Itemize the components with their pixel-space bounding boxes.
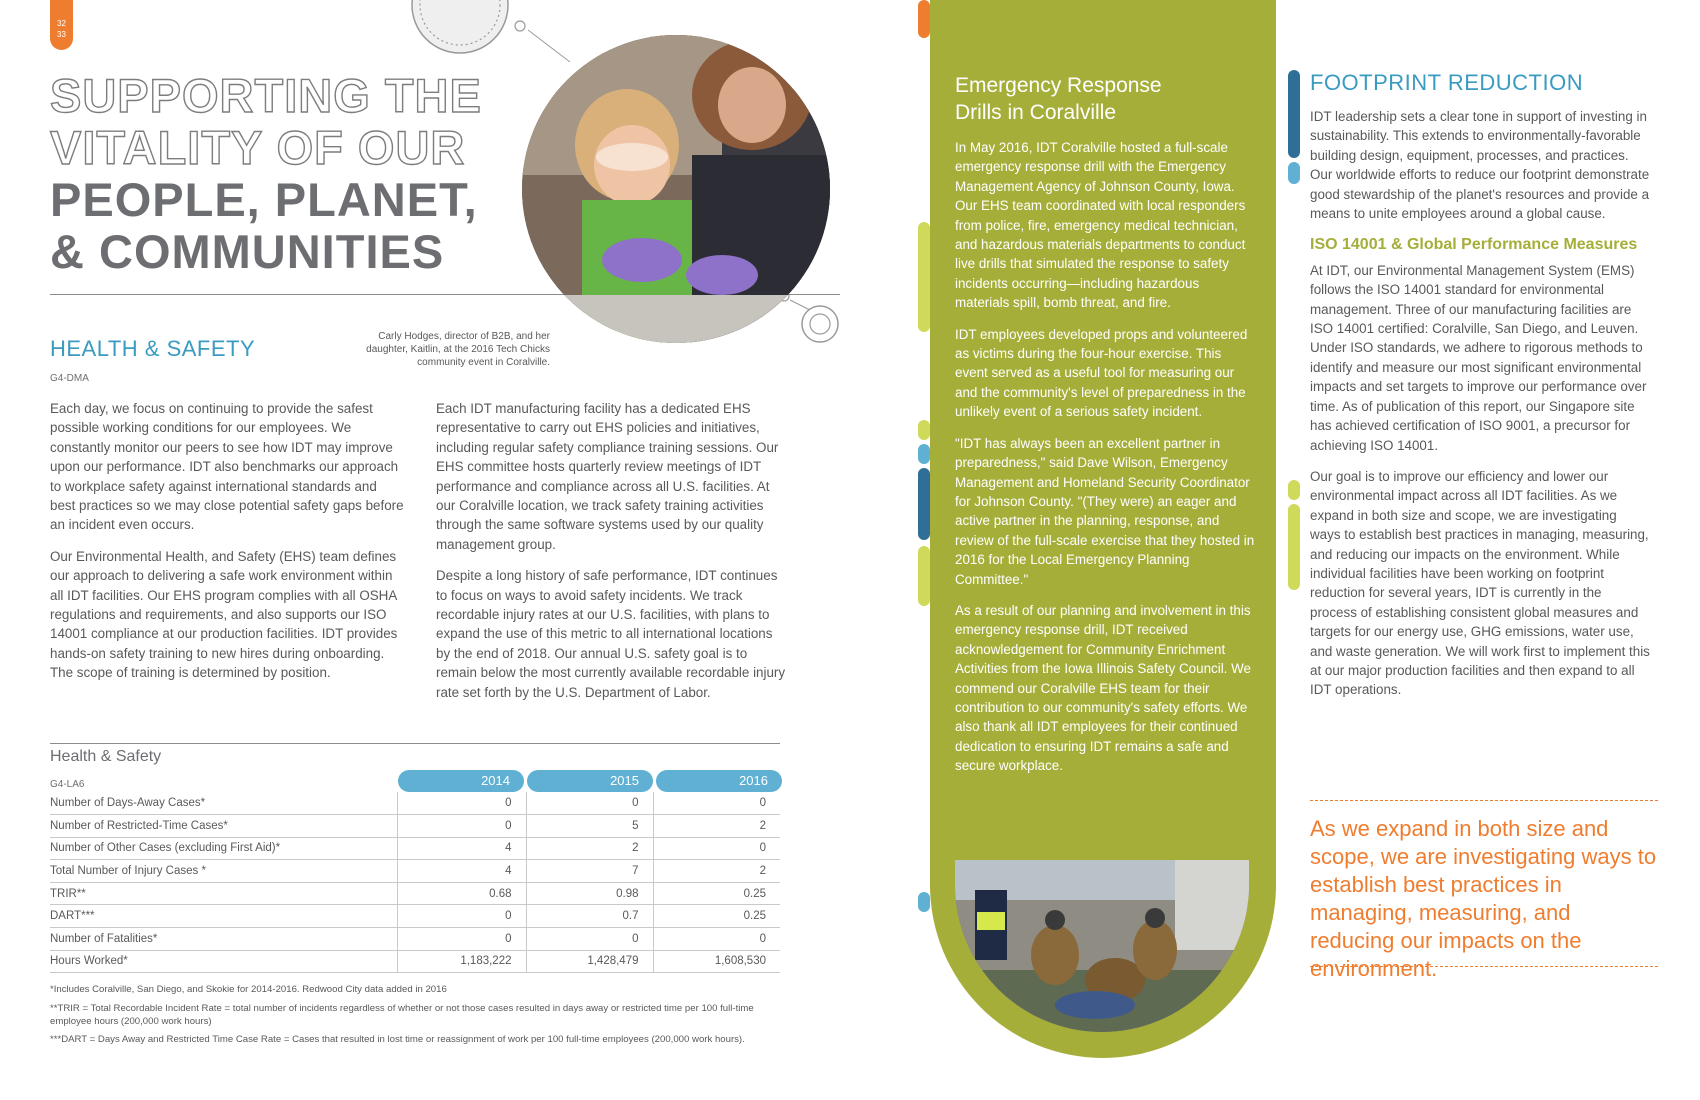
photo-tech-chicks-event: [522, 35, 830, 343]
emergency-heading: [955, 72, 1255, 126]
table-row: [50, 792, 780, 815]
gri-code-dma: G4-DMA: [50, 373, 89, 384]
cell-value: 0: [526, 928, 653, 951]
paragraph: In May 2016, IDT Coralville hosted a full-scale emergency response drill with the Emergency Management Agency of Johnson County, Iowa. Our EHS team coordinated with local responders from police, fire, emergency medical technician, and hazardous materials departments to conduct live drills that simulated the response to safety incidents occurring—including hazardous materials spill, bomb threat, and fire.: [955, 140, 1246, 311]
table-row: [50, 928, 780, 951]
row-label: Number of Other Cases (excluding First Aid)*: [50, 837, 397, 860]
title-line-1: SUPPORTING THE: [50, 69, 482, 122]
paragraph: Our Environmental Health, and Safety (EHS) team defines our approach to delivering a safe work environment within all IDT facilities. Our EHS program complies with all OSHA regulations and requirements, and also supports our ISO 14001 compliance at our production facilities. IDT provides hands-on safety training to new hires during onboarding. The scope of training is determined by position.: [50, 548, 398, 681]
table-title: Health & Safety: [50, 748, 162, 765]
decorative-pill: [918, 892, 930, 912]
emergency-heading-line-2: Drills in Coralville: [955, 101, 1117, 124]
paragraph: At IDT, our Environmental Management System (EMS) follows the ISO 14001 standard for environmental management. Three of our manufacturing facilities are ISO 14001 certified: Coralville, San Diego, and Leuven. Under ISO standards, we adhere to rigorous methods to identify and measure our most significant environmental impacts and set targets to improve our performance over time. As of publication of this report, our Singapore site has achieved certification of ISO 9001, a precursor for achieving ISO 14001.: [1310, 262, 1647, 453]
row-label: Total Number of Injury Cases *: [50, 860, 397, 883]
paragraph: IDT leadership sets a clear tone in support of investing in sustainability. This extends to environmentally-favorable building design, equipment, processes, and practices. Our worldwide efforts to reduce our footprint demonstrate good stewardship of the planet's resources and provide a means to unite employees around a global cause.: [1310, 109, 1650, 222]
decorative-pill: [1288, 162, 1300, 184]
row-label: DART***: [50, 905, 397, 928]
cell-value: 0: [653, 928, 780, 951]
page-title: [50, 70, 482, 278]
health-safety-col1: [50, 399, 405, 695]
emergency-heading-line-1: Emergency Response: [955, 74, 1162, 97]
title-line-4: & COMMUNITIES: [50, 225, 445, 278]
row-label: TRIR**: [50, 882, 397, 905]
footprint-body: [1310, 107, 1650, 712]
footprint-heading: FOOTPRINT REDUCTION: [1310, 70, 1584, 95]
page-number-left: 32: [57, 19, 66, 28]
photo-caption: Carly Hodges, director of B2B, and her daughter, Kaitlin, at the 2016 Tech Chicks community event in Coralville.: [366, 331, 550, 368]
cell-value: 7: [526, 860, 653, 883]
cell-value: 0.68: [397, 882, 526, 905]
decorative-pill: [1288, 70, 1300, 158]
cell-value: 2: [653, 815, 780, 838]
decorative-pill: [918, 222, 930, 332]
decorative-pill: [918, 0, 930, 38]
decorative-pill: [918, 420, 930, 440]
cell-value: 1,428,479: [526, 950, 653, 973]
year-header: 2015: [527, 770, 653, 792]
cell-value: 0.25: [653, 905, 780, 928]
paragraph: Each day, we focus on continuing to provide the safest possible working conditions for our employees. We constantly monitor our peers to see how IDT may improve upon our performance. IDT also benchmarks our approach to workplace safety against international standards and best practices so we may close potential safety gaps before an incident even occurs.: [50, 401, 404, 533]
gri-code-la6: G4-LA6: [50, 779, 85, 790]
iso-heading: ISO 14001 & Global Performance Measures: [1310, 236, 1638, 254]
row-label: Number of Days-Away Cases*: [50, 792, 397, 815]
footnote: *Includes Coralville, San Diego, and Skokie for 2014-2016. Redwood City data added in 2016: [50, 984, 447, 995]
table-row: [50, 882, 780, 905]
table-divider: [50, 743, 780, 744]
cell-value: 2: [653, 860, 780, 883]
cell-value: 1,183,222: [397, 950, 526, 973]
row-label: Number of Fatalities*: [50, 928, 397, 951]
health-safety-heading: HEALTH & SAFETY: [50, 336, 256, 361]
cell-value: 0: [397, 815, 526, 838]
row-label: Number of Restricted-Time Cases*: [50, 815, 397, 838]
cell-value: 1,608,530: [653, 950, 780, 973]
pull-quote: As we expand in both size and scope, we are investigating ways to establish best practices in managing, measuring, and reducing our impacts on the environment.: [1310, 816, 1657, 981]
decorative-pill: [1288, 504, 1300, 590]
footnote: ***DART = Days Away and Restricted Time Case Rate = Cases that resulted in lost time or reassignment of work per 100 full-time employees (200,000 work hours).: [50, 1034, 745, 1045]
cell-value: 0: [397, 792, 526, 815]
cell-value: 2: [526, 837, 653, 860]
title-line-3: PEOPLE, PLANET,: [50, 173, 478, 226]
cell-value: 0.7: [526, 905, 653, 928]
decorative-pill: [1288, 480, 1300, 500]
table-row: [50, 905, 780, 928]
paragraph: Despite a long history of safe performance, IDT continues to focus on ways to avoid safety incidents. We track recordable injury rates at our U.S. facilities, with plans to expand the use of this metric to all international locations by the end of 2018. Our annual U.S. safety goal is to remain below the most currently available recordable injury rate set forth by the U.S. Department of Labor.: [436, 568, 786, 700]
pull-quote-rule-bottom: [1310, 966, 1658, 967]
health-safety-col2: [436, 399, 786, 714]
table-row: [50, 950, 780, 973]
table-footnotes: [50, 983, 780, 1046]
cell-value: 0.98: [526, 882, 653, 905]
cell-value: 4: [397, 860, 526, 883]
cell-value: 4: [397, 837, 526, 860]
year-header: 2016: [656, 770, 782, 792]
decorative-pill: [918, 546, 930, 606]
paragraph: IDT employees developed props and volunteered as victims during the four-hour exercise. This event served as a useful tool for measuring our and the community's level of preparedness in the unlikely event of a serious safety incident.: [955, 326, 1248, 420]
pull-quote-rule-top: [1310, 800, 1658, 801]
paragraph: As a result of our planning and involvement in this emergency response drill, IDT received acknowledgement for Community Enrichment Activities from the Iowa Illinois Safety Council. We commend our Coralville EHS team for their contribution to our community's safety efforts. We also thank all IDT employees for their continued dedication to ensuring IDT remains a safe and secure workplace.: [955, 602, 1251, 774]
page-number-right: 33: [57, 30, 66, 39]
health-safety-table: [50, 792, 780, 973]
cell-value: 0.25: [653, 882, 780, 905]
emergency-body: [955, 138, 1257, 788]
paragraph: Our goal is to improve our efficiency and lower our environmental impact across all IDT facilities. As we expand in both size and scope, we are investigating ways to establish best practices in managing, measuring, and reducing our impacts on the environment. While individual facilities have been working on footprint reduction for several years, IDT is currently in the process of establishing consistent global measures and targets for our energy use, GHG emissions, water use, and waste generation. We will work first to implement this at our major production facilities and then expand to all IDT operations.: [1310, 468, 1650, 698]
cell-value: 0: [653, 792, 780, 815]
table-row: [50, 837, 780, 860]
paragraph: "IDT has always been an excellent partner in preparedness," said Dave Wilson, Emergency Management and Homeland Security Coordinator for Johnson County. "(They were) an eager and active partner in the planning, response, and review of the full-scale exercise that they hosted in 2016 for the Local Emergency Planning Committee.": [955, 435, 1255, 587]
cell-value: 0: [653, 837, 780, 860]
cell-value: 0: [397, 905, 526, 928]
year-header: 2014: [398, 770, 524, 792]
row-label: Hours Worked*: [50, 950, 397, 973]
cell-value: 0: [526, 792, 653, 815]
table-row: [50, 815, 780, 838]
cell-value: 5: [526, 815, 653, 838]
title-line-2: VITALITY OF OUR: [50, 121, 466, 174]
footnote: **TRIR = Total Recordable Incident Rate = total number of incidents regardless of whether or not those cases resulted in days away or restricted time per 100 full-time employee hours (200,000 work hours): [50, 1003, 754, 1027]
cell-value: 0: [397, 928, 526, 951]
table-row: [50, 860, 780, 883]
decorative-pill: [918, 444, 930, 464]
decorative-pill: [918, 468, 930, 540]
paragraph: Each IDT manufacturing facility has a dedicated EHS representative to carry out EHS policies and initiatives, including regular safety compliance training sessions. Our EHS committee hosts quarterly review meetings of IDT performance and compliance across all U.S. facilities. At our Coralville location, we track safety training activities through the same software systems used by our quality management group.: [436, 401, 779, 552]
